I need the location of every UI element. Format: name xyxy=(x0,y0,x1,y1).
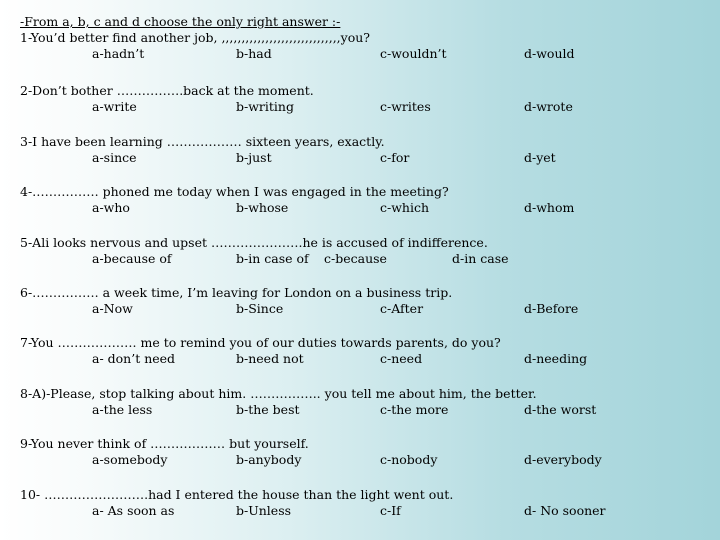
option-c: c-After xyxy=(380,301,424,316)
question-7 xyxy=(20,335,710,367)
option-a: a-the less xyxy=(92,402,153,417)
option-a: a-Now xyxy=(92,301,133,316)
question-3 xyxy=(20,134,710,166)
option-b: b-whose xyxy=(236,200,289,215)
question-stem: 1-You’d better find another job, ,,,,,,,,,,,,,,,,,,,,,,,,,,,,,,you? xyxy=(20,30,370,45)
question-2 xyxy=(20,83,710,115)
option-b: b-writing xyxy=(236,99,294,114)
option-c: c-the more xyxy=(380,402,449,417)
option-d: d-in case xyxy=(452,251,509,266)
answer-options xyxy=(20,402,710,418)
option-d: d-wrote xyxy=(524,99,573,114)
question-stem: 6-……………. a week time, I’m leaving for London on a business trip. xyxy=(20,285,453,300)
question-stem: 8-A)-Please, stop talking about him. …………….. you tell me about him, the better. xyxy=(20,386,537,401)
question-10 xyxy=(20,487,710,519)
question-1 xyxy=(20,30,710,62)
option-c: c-because xyxy=(324,251,387,266)
option-b: b-just xyxy=(236,150,272,165)
question-9 xyxy=(20,436,710,468)
option-d: d-Before xyxy=(524,301,579,316)
option-c: c-for xyxy=(380,150,410,165)
question-5 xyxy=(20,235,710,267)
question-8 xyxy=(20,386,710,418)
option-d: d-yet xyxy=(524,150,556,165)
answer-options xyxy=(20,351,710,367)
option-a: a-since xyxy=(92,150,137,165)
question-stem: 2-Don’t bother …………….back at the moment. xyxy=(20,83,314,98)
option-c: c-writes xyxy=(380,99,431,114)
option-b: b-had xyxy=(236,46,272,61)
question-stem: 9-You never think of ……………… but yourself. xyxy=(20,436,309,451)
option-d: d-the worst xyxy=(524,402,597,417)
question-stem: 5-Ali looks nervous and upset ………………….he is accused of indifference. xyxy=(20,235,488,250)
option-b: b-the best xyxy=(236,402,300,417)
question-stem: 10- …………………….had I entered the house than the light went out. xyxy=(20,487,454,502)
option-d: d-needing xyxy=(524,351,588,366)
question-4 xyxy=(20,184,710,216)
option-b: b-anybody xyxy=(236,452,302,467)
option-b: b-Unless xyxy=(236,503,292,518)
option-d: d- No sooner xyxy=(524,503,606,518)
option-a: a- don’t need xyxy=(92,351,176,366)
option-d: d-whom xyxy=(524,200,575,215)
option-a: a- As soon as xyxy=(92,503,175,518)
question-stem: 7-You ………………. me to remind you of our duties towards parents, do you? xyxy=(20,335,501,350)
answer-options xyxy=(20,301,710,317)
option-b: b-need not xyxy=(236,351,304,366)
option-a: a-somebody xyxy=(92,452,168,467)
answer-options xyxy=(20,200,710,216)
option-d: d-everybody xyxy=(524,452,602,467)
option-c: c-nobody xyxy=(380,452,438,467)
answer-options xyxy=(20,46,710,62)
option-b: b-in case of xyxy=(236,251,309,266)
option-a: a-write xyxy=(92,99,137,114)
question-stem: 4-……………. phoned me today when I was engaged in the meeting? xyxy=(20,184,449,199)
answer-options xyxy=(20,150,710,166)
option-a: a-because of xyxy=(92,251,172,266)
answer-options xyxy=(20,251,710,267)
answer-options xyxy=(20,503,710,519)
answer-options xyxy=(20,452,710,468)
option-c: c-wouldn’t xyxy=(380,46,447,61)
option-c: c-which xyxy=(380,200,430,215)
option-a: a-who xyxy=(92,200,130,215)
question-6 xyxy=(20,285,710,317)
option-d: d-would xyxy=(524,46,575,61)
answer-options xyxy=(20,99,710,115)
option-c: c-If xyxy=(380,503,401,518)
instructions-heading: -From a, b, c and d choose the only right answer :- xyxy=(20,14,341,29)
question-stem: 3-I have been learning ……………… sixteen years, exactly. xyxy=(20,134,385,149)
option-c: c-need xyxy=(380,351,423,366)
option-b: b-Since xyxy=(236,301,284,316)
option-a: a-hadn’t xyxy=(92,46,145,61)
